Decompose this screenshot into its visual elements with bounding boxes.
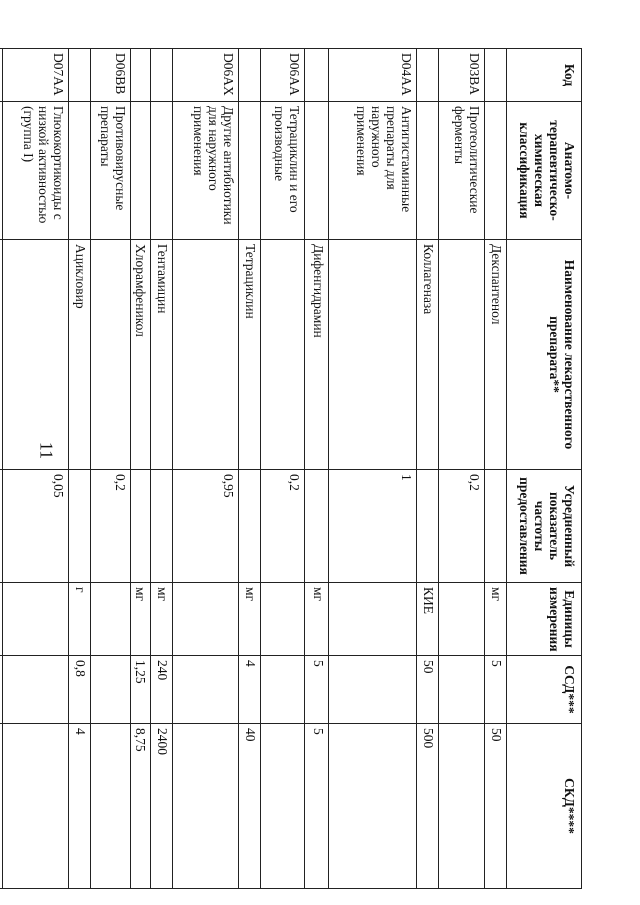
cell-drug-name: Хлорамфеникол	[131, 240, 151, 470]
cell-frequency: 0,2	[91, 470, 131, 583]
cell-code	[131, 49, 151, 102]
cell-frequency	[417, 470, 439, 583]
cell-skd	[91, 724, 131, 889]
cell-frequency	[305, 470, 329, 583]
cell-drug-name	[91, 240, 131, 470]
cell-skd: 500	[417, 724, 439, 889]
cell-atc: Тетрациклин и его производные	[261, 102, 305, 240]
cell-skd	[329, 724, 417, 889]
header-skd: СКД****	[507, 724, 582, 889]
table-row	[131, 49, 151, 889]
cell-atc: Антигистаминные препараты для наружного применения	[329, 102, 417, 240]
cell-atc: Глюкокортикоиды с низкой активностью (группа I)	[3, 102, 69, 240]
cell-skd	[439, 724, 485, 889]
cell-skd: 5	[305, 724, 329, 889]
cell-atc	[0, 102, 3, 240]
cell-drug-name	[439, 240, 485, 470]
cell-frequency: 0,05	[3, 470, 69, 583]
cell-frequency	[151, 470, 173, 583]
cell-drug-name	[261, 240, 305, 470]
cell-code	[305, 49, 329, 102]
cell-frequency: 0,2	[439, 470, 485, 583]
cell-drug-name	[3, 240, 69, 470]
cell-ssd	[0, 656, 3, 724]
cell-unit	[261, 583, 305, 656]
cell-ssd: 4	[239, 656, 261, 724]
cell-skd: 50	[485, 724, 507, 889]
cell-frequency: 0,2	[261, 470, 305, 583]
table-row	[3, 49, 69, 889]
cell-skd: 8,75	[131, 724, 151, 889]
table-row	[485, 49, 507, 889]
table-row	[173, 49, 239, 889]
cell-code	[485, 49, 507, 102]
cell-atc	[305, 102, 329, 240]
cell-ssd	[329, 656, 417, 724]
cell-code	[239, 49, 261, 102]
cell-frequency	[69, 470, 91, 583]
cell-unit	[329, 583, 417, 656]
cell-unit	[0, 583, 3, 656]
cell-code: D06AX	[173, 49, 239, 102]
drug-table	[0, 48, 582, 889]
cell-unit: мг	[485, 583, 507, 656]
cell-atc: Противовирусные препараты	[91, 102, 131, 240]
cell-code	[417, 49, 439, 102]
cell-unit: г	[69, 583, 91, 656]
cell-skd: 40	[239, 724, 261, 889]
cell-code: D04AA	[329, 49, 417, 102]
cell-frequency: 0,95	[173, 470, 239, 583]
table-row	[69, 49, 91, 889]
cell-frequency	[239, 470, 261, 583]
cell-atc	[151, 102, 173, 240]
cell-unit: мг	[239, 583, 261, 656]
cell-unit: мг	[131, 583, 151, 656]
cell-code	[151, 49, 173, 102]
header-ssd: ССД***	[507, 656, 582, 724]
cell-skd	[3, 724, 69, 889]
cell-unit	[439, 583, 485, 656]
cell-ssd	[173, 656, 239, 724]
cell-code	[69, 49, 91, 102]
cell-atc	[239, 102, 261, 240]
cell-drug-name	[0, 240, 3, 470]
table-row	[0, 49, 3, 889]
cell-unit: КИЕ	[417, 583, 439, 656]
cell-drug-name: Дифенгидрамин	[305, 240, 329, 470]
header-unit: Единицы измерения	[507, 583, 582, 656]
cell-drug-name: Ацикловир	[69, 240, 91, 470]
cell-drug-name	[329, 240, 417, 470]
cell-skd: 2400	[151, 724, 173, 889]
cell-atc: Протеолитические ферменты	[439, 102, 485, 240]
table-header-row	[507, 49, 582, 889]
cell-code: D07AA	[3, 49, 69, 102]
table-row	[239, 49, 261, 889]
table-row	[151, 49, 173, 889]
cell-frequency: 1	[329, 470, 417, 583]
cell-unit	[91, 583, 131, 656]
cell-skd: 4	[69, 724, 91, 889]
cell-ssd	[439, 656, 485, 724]
header-frequency: Усредненный показатель частоты предоставления	[507, 470, 582, 583]
header-drug-name: Наименование лекарственного препарата**	[507, 240, 582, 470]
cell-drug-name: Коллагеназа	[417, 240, 439, 470]
cell-ssd: 0,8	[69, 656, 91, 724]
header-code: Код	[507, 49, 582, 102]
cell-atc	[131, 102, 151, 240]
cell-code: D03BA	[439, 49, 485, 102]
cell-drug-name: Гентамицин	[151, 240, 173, 470]
cell-unit	[173, 583, 239, 656]
table-row	[305, 49, 329, 889]
page-number: 11	[36, 441, 57, 460]
cell-code: D06AA	[261, 49, 305, 102]
cell-drug-name: Тетрациклин	[239, 240, 261, 470]
cell-frequency	[485, 470, 507, 583]
table-row	[439, 49, 485, 889]
cell-code: D06BB	[91, 49, 131, 102]
table-row	[417, 49, 439, 889]
cell-skd	[0, 724, 3, 889]
cell-ssd: 1,25	[131, 656, 151, 724]
cell-frequency	[131, 470, 151, 583]
cell-ssd: 5	[305, 656, 329, 724]
table-body	[0, 49, 507, 889]
cell-code	[0, 49, 3, 102]
cell-unit: мг	[305, 583, 329, 656]
table-row	[91, 49, 131, 889]
header-atc: Анатомо-терапевтическо-химическая классификация	[507, 102, 582, 240]
cell-atc: Другие антибиотики для наружного применения	[173, 102, 239, 240]
cell-ssd	[91, 656, 131, 724]
cell-drug-name: Декспантенол	[485, 240, 507, 470]
cell-skd	[173, 724, 239, 889]
cell-unit: мг	[151, 583, 173, 656]
cell-ssd: 5	[485, 656, 507, 724]
cell-unit	[3, 583, 69, 656]
cell-atc	[69, 102, 91, 240]
table-row	[261, 49, 305, 889]
cell-ssd: 50	[417, 656, 439, 724]
cell-drug-name	[173, 240, 239, 470]
cell-skd	[261, 724, 305, 889]
cell-atc	[417, 102, 439, 240]
table-row	[329, 49, 417, 889]
cell-frequency	[0, 470, 3, 583]
cell-ssd	[261, 656, 305, 724]
cell-ssd	[3, 656, 69, 724]
cell-ssd: 240	[151, 656, 173, 724]
cell-atc	[485, 102, 507, 240]
